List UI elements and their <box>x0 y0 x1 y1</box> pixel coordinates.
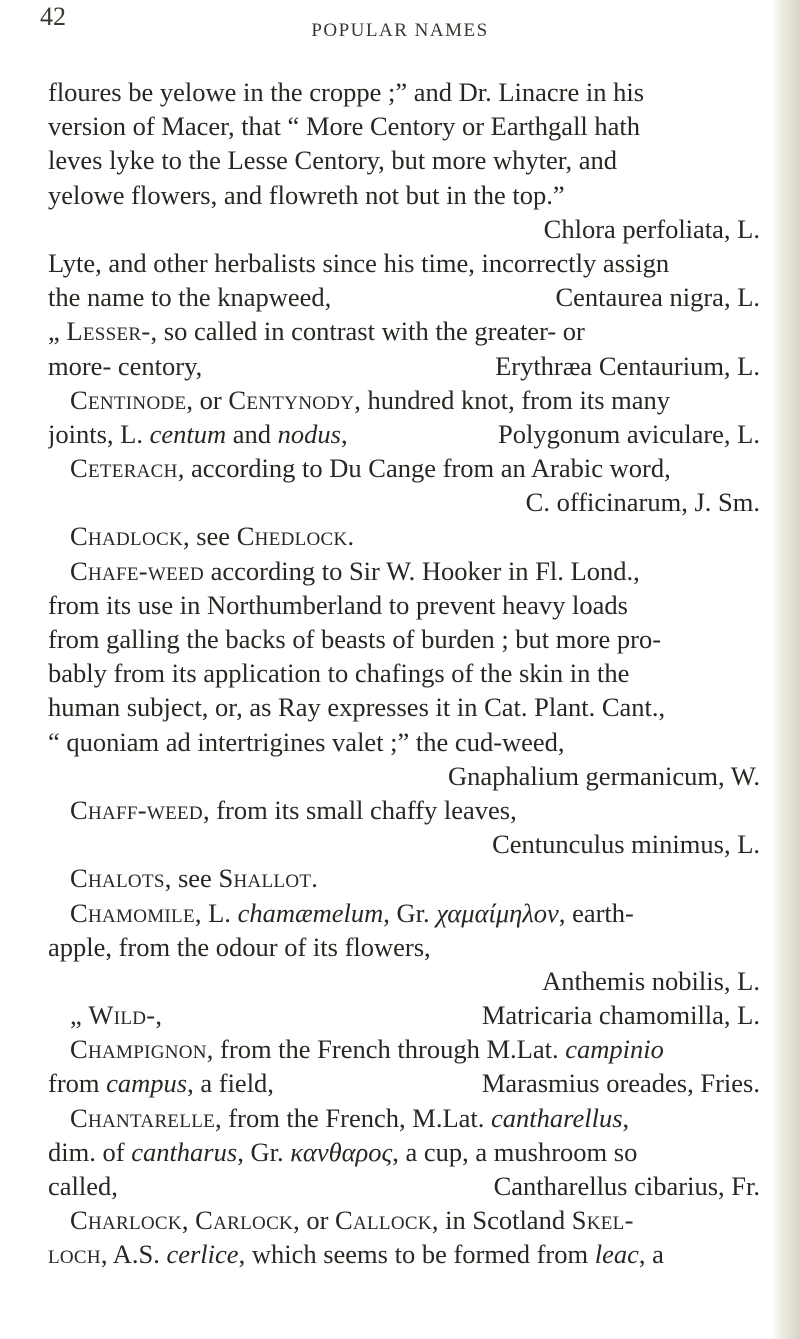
text-line <box>48 588 760 622</box>
text-line <box>48 1237 760 1271</box>
entry-headword: Centynody <box>228 384 355 415</box>
text-line <box>48 759 760 793</box>
text-line <box>48 349 760 383</box>
text-line <box>48 1135 760 1169</box>
text-run: , from the French through M.Lat. <box>206 1034 566 1065</box>
entry-headword: Chaff-weed <box>70 794 203 825</box>
text-run: . <box>347 521 355 552</box>
text-run: Lyte, and other herbalists since his time, incorrectly assign <box>48 247 670 278</box>
text-run: , <box>340 418 348 449</box>
text-line <box>48 896 760 930</box>
text-run: from its use in Northumberland to prevent heavy loads <box>48 589 628 620</box>
entry-headword: Wild- <box>88 1000 156 1031</box>
entry-headword: Ceterach <box>70 453 178 484</box>
entry-headword: Skel- <box>571 1205 634 1236</box>
italic-term: campinio <box>565 1034 664 1065</box>
text-line <box>48 280 760 314</box>
text-run: , see <box>164 863 219 894</box>
text-run: , from its small chaffy leaves, <box>202 794 517 825</box>
text-line <box>48 109 760 143</box>
text-run: bably from its application to chafings of the skin in the <box>48 658 630 689</box>
text-run: , a cup, a mushroom so <box>392 1136 638 1167</box>
text-line <box>48 1169 760 1203</box>
page-edge <box>778 0 800 1339</box>
text-run: , according to Du Cange from an Arabic word, <box>177 453 671 484</box>
ditto-mark: „ <box>48 316 67 347</box>
text-run: , Gr. <box>383 897 437 928</box>
text-run: floures be yelowe in the croppe ;” and Dr. Linacre in his <box>48 77 645 107</box>
text-run: leves lyke to the Lesse Centory, but more whyter, and <box>48 145 618 176</box>
text-line <box>48 622 760 656</box>
text-run: , <box>155 1000 163 1031</box>
entry-headword: Shallot <box>218 863 312 894</box>
greek-term: χαμαίμηλον <box>436 897 559 928</box>
text-run: version of Macer, that “ More Centory or Earthgall hath <box>48 111 641 142</box>
text-run: , <box>622 1102 630 1133</box>
botanical-name: Gnaphalium germanicum, W. <box>447 760 760 791</box>
text-run: , which seems to be formed from <box>238 1239 595 1270</box>
text-line <box>48 1032 760 1066</box>
text-run: , in Scotland <box>431 1205 572 1236</box>
text-line <box>48 1101 760 1135</box>
italic-term: cantharus <box>131 1136 238 1167</box>
text-line <box>48 964 760 998</box>
text-line <box>48 75 760 109</box>
italic-term: campus <box>106 1068 188 1099</box>
botanical-name: Chlora perfoliata, L. <box>543 213 760 244</box>
text-run: called, <box>48 1171 118 1201</box>
entry-headword: Chalots <box>70 863 165 894</box>
text-run: , or <box>293 1205 336 1236</box>
ditto-mark: „ <box>70 1000 89 1031</box>
entry-headword: Chantarelle <box>70 1102 216 1133</box>
text-run: , L. <box>194 897 238 928</box>
page-number: 42 <box>40 2 66 31</box>
entry-headword: Lesser- <box>66 316 151 347</box>
text-line <box>48 1203 760 1237</box>
text-run: human subject, or, as Ray expresses it in Cat. Plant. Cant., <box>48 692 666 723</box>
text-line <box>48 314 760 348</box>
text-line <box>48 246 760 280</box>
text-line <box>48 861 760 895</box>
text-line <box>48 143 760 177</box>
text-run: more- centory, <box>48 350 203 381</box>
text-line <box>48 690 760 724</box>
italic-term: cantharellus <box>491 1102 623 1133</box>
italic-term: nodus <box>277 418 341 449</box>
text-run: , A.S. <box>100 1239 167 1270</box>
entry-headword: Centinode <box>70 384 187 415</box>
text-line <box>48 554 760 588</box>
botanical-name: Centaurea nigra, L. <box>555 282 760 313</box>
entry-headword: Carlock <box>195 1205 294 1236</box>
italic-term: centum <box>149 418 227 449</box>
entry-headword: Charlock <box>70 1205 182 1236</box>
botanical-name: Polygonum aviculare, L. <box>498 418 760 449</box>
text-run: , Gr. <box>237 1136 291 1167</box>
page-body <box>48 75 760 1272</box>
entry-headword: Chedlock <box>236 521 348 552</box>
text-line <box>48 725 760 759</box>
italic-term: cerlice <box>166 1239 239 1270</box>
text-line <box>48 417 760 451</box>
text-line <box>48 519 760 553</box>
entry-headword: Champignon <box>70 1034 207 1065</box>
italic-term: chamæmelum <box>237 897 384 928</box>
botanical-name: Erythræa Centaurium, L. <box>495 350 760 381</box>
text-line <box>48 793 760 827</box>
entry-headword: loch <box>48 1239 101 1270</box>
text-run: , see <box>182 521 237 552</box>
text-run: , a field, <box>187 1068 274 1099</box>
text-line <box>48 827 760 861</box>
page-edge-shadow <box>772 0 778 1339</box>
text-line <box>48 451 760 485</box>
text-run: from <box>48 1068 107 1099</box>
text-line <box>48 178 760 212</box>
text-run: the name to the knapweed, <box>48 282 332 313</box>
text-line <box>48 930 760 964</box>
text-line <box>48 656 760 690</box>
botanical-name: Marasmius oreades, Fries. <box>481 1068 760 1099</box>
botanical-name: Centunculus minimus, L. <box>492 829 760 860</box>
text-line <box>48 383 760 417</box>
text-line <box>48 1066 760 1100</box>
text-run: according to Sir W. Hooker in Fl. Lond., <box>203 555 640 586</box>
text-run: “ quoniam ad intertrigines valet ;” the cud-weed, <box>48 726 565 757</box>
text-run: , or <box>186 384 229 415</box>
entry-headword: Callock <box>335 1205 432 1236</box>
entry-headword: Chafe-weed <box>70 555 204 586</box>
text-run: and <box>226 418 278 449</box>
botanical-name: Cantharellus cibarius, Fr. <box>493 1171 760 1201</box>
entry-headword: Chadlock <box>70 521 183 552</box>
text-run: , from the French, M.Lat. <box>215 1102 492 1133</box>
text-line <box>48 998 760 1032</box>
text-run: , so called in contrast with the greater- or <box>150 316 585 347</box>
botanical-name: C. officinarum, J. Sm. <box>525 487 760 518</box>
greek-term: κανθαρος <box>290 1136 393 1167</box>
text-run: dim. of <box>48 1136 132 1167</box>
text-run: , a <box>638 1239 664 1270</box>
botanical-name: Matricaria chamomilla, L. <box>481 1000 760 1031</box>
italic-term: leac <box>594 1239 639 1270</box>
text-run: apple, from the odour of its flowers, <box>48 931 431 962</box>
text-run: . <box>311 863 318 894</box>
text-run: , hundred knot, from its many <box>354 384 671 415</box>
text-run: joints, L. <box>48 418 150 449</box>
running-head: POPULAR NAMES <box>311 20 489 41</box>
text-run: , <box>181 1205 196 1236</box>
botanical-name: Anthemis nobilis, L. <box>542 965 760 996</box>
text-run: yelowe flowers, and flowreth not but in the top.” <box>48 179 565 210</box>
text-line <box>48 485 760 519</box>
text-run: , earth- <box>558 897 634 928</box>
text-run: from galling the backs of beasts of burden ; but more pro- <box>48 624 662 654</box>
entry-headword: Chamomile <box>70 897 195 928</box>
page-header <box>0 0 800 62</box>
text-line <box>48 212 760 246</box>
